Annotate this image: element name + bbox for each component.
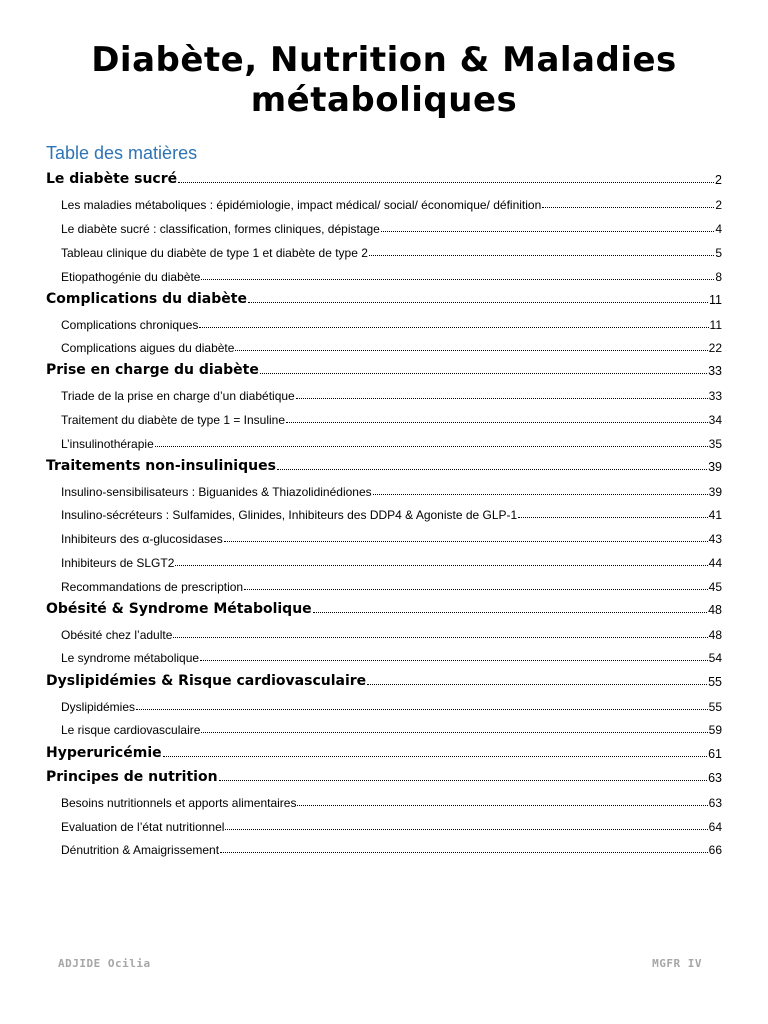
toc-subsection-entry[interactable] [61, 190, 722, 212]
toc-entry-title: Inhibiteurs des α-glucosidases [61, 532, 223, 546]
toc-page-number: 45 [708, 580, 722, 594]
toc-entry-title: Prise en charge du diabète [46, 362, 259, 378]
toc-page-number: 5 [715, 246, 722, 260]
toc-entry-title: Dyslipidémies [61, 700, 136, 714]
toc-page-number: 39 [708, 485, 722, 499]
toc-section-entry[interactable] [46, 667, 722, 689]
toc-entry-title: Complications chroniques [61, 318, 199, 332]
toc-page-number: 63 [708, 771, 722, 785]
toc-entry-title: Triade de la prise en charge d’un diabétique [61, 389, 295, 403]
toc-dot-leader [248, 302, 708, 303]
toc-section-entry[interactable] [46, 356, 722, 378]
toc-entry-title: Le diabète sucré [46, 171, 178, 187]
toc-page-number: 64 [708, 820, 722, 834]
toc-entry-title: Le risque cardiovasculaire [61, 723, 201, 737]
toc-section-entry[interactable] [46, 165, 722, 187]
toc-page-number: 43 [708, 532, 722, 546]
toc-section-entry[interactable] [46, 285, 722, 307]
toc-entry-title: Insulino-sensibilisateurs : Biguanides & Thiazolidinédiones [61, 485, 372, 499]
toc-entry-title: Le diabète sucré : classification, formes cliniques, dépistage [61, 222, 380, 236]
toc-entry-title: Complications aigues du diabète [61, 341, 235, 355]
toc-entry-title: Dénutrition & Amaigrissement [61, 843, 220, 857]
toc-dot-leader [136, 709, 708, 710]
toc-dot-leader [277, 469, 707, 470]
toc-entry-title: Obésité chez l’adulte [61, 628, 173, 642]
toc-page-number: 2 [715, 198, 722, 212]
toc-dot-leader [373, 494, 708, 495]
toc-dot-leader [173, 637, 707, 638]
toc-subsection-entry[interactable] [61, 812, 722, 834]
toc-dot-leader [367, 684, 707, 685]
toc-entry-title: Hyperuricémie [46, 745, 162, 761]
toc-page-number: 2 [715, 173, 722, 187]
toc-subsection-entry[interactable] [61, 692, 722, 714]
toc-dot-leader [369, 255, 714, 256]
toc-page-number: 48 [708, 603, 722, 617]
toc-entry-title: Traitements non-insuliniques [46, 458, 276, 474]
toc-subsection-entry[interactable] [61, 572, 722, 594]
toc-heading: Table des matières [46, 143, 198, 163]
toc-section-entry[interactable] [46, 763, 722, 785]
toc-subsection-entry[interactable] [61, 548, 722, 570]
toc-dot-leader [313, 612, 707, 613]
toc-page-number: 44 [708, 556, 722, 570]
toc-section-entry[interactable] [46, 739, 722, 761]
footer-course: MGFR IV [652, 957, 702, 970]
toc-subsection-entry[interactable] [61, 835, 722, 857]
toc-entry-title: Dyslipidémies & Risque cardiovasculaire [46, 673, 367, 689]
toc-entry-title: L’insulinothérapie [61, 437, 154, 451]
toc-page-number: 55 [708, 675, 722, 689]
toc-section-entry[interactable] [46, 452, 722, 474]
toc-page-number: 54 [708, 651, 722, 665]
toc-subsection-entry[interactable] [61, 310, 722, 332]
toc-dot-leader [178, 182, 714, 183]
toc-page-number: 11 [709, 293, 722, 307]
toc-dot-leader [225, 829, 707, 830]
toc-page-number: 63 [708, 796, 722, 810]
toc-subsection-entry[interactable] [61, 214, 722, 236]
toc-subsection-entry[interactable] [61, 238, 722, 260]
toc-dot-leader [220, 852, 708, 853]
toc-dot-leader [381, 231, 714, 232]
toc-entry-title: Les maladies métaboliques : épidémiologie, impact médical/ social/ économique/ définition [61, 198, 542, 212]
toc-page-number: 41 [708, 508, 722, 522]
toc-entry-title: Traitement du diabète de type 1 = Insuline [61, 413, 286, 427]
toc-page-number: 59 [708, 723, 722, 737]
toc-dot-leader [201, 732, 707, 733]
toc-entry-title: Complications du diabète [46, 291, 247, 307]
page-title-line-2: métaboliques [250, 80, 518, 120]
toc-dot-leader [200, 660, 708, 661]
toc-entry-title: Principes de nutrition [46, 769, 218, 785]
toc-page-number: 55 [708, 700, 722, 714]
toc-dot-leader [175, 565, 707, 566]
toc-subsection-entry[interactable] [61, 333, 722, 355]
toc-page-number: 35 [708, 437, 722, 451]
toc-entry-title: Recommandations de prescription [61, 580, 244, 594]
footer-author: ADJIDE Ocilia [58, 957, 151, 970]
toc-subsection-entry[interactable] [61, 788, 722, 810]
toc-dot-leader [199, 327, 708, 328]
toc-page-number: 22 [708, 341, 722, 355]
toc-dot-leader [201, 279, 714, 280]
toc-subsection-entry[interactable] [61, 620, 722, 642]
toc-entry-title: Evaluation de l’état nutritionnel [61, 820, 225, 834]
page-title-line-1: Diabète, Nutrition & Maladies [91, 40, 677, 80]
toc-page-number: 4 [715, 222, 722, 236]
toc-dot-leader [518, 517, 707, 518]
toc-dot-leader [219, 780, 708, 781]
toc-dot-leader [163, 756, 707, 757]
toc-subsection-entry[interactable] [61, 405, 722, 427]
toc-subsection-entry[interactable] [61, 715, 722, 737]
toc-page-number: 61 [708, 747, 722, 761]
toc-dot-leader [235, 350, 707, 351]
toc-entry-title: Inhibiteurs de SLGT2 [61, 556, 175, 570]
toc-page-number: 11 [709, 318, 722, 332]
toc-page-number: 33 [708, 364, 722, 378]
toc-entry-title: Insulino-sécréteurs : Sulfamides, Glinides, Inhibiteurs des DDP4 & Agoniste de GLP-1 [61, 508, 518, 522]
toc-entry-title: Obésité & Syndrome Métabolique [46, 601, 312, 617]
page-title [0, 40, 768, 120]
toc-page-number: 39 [708, 460, 722, 474]
toc-page-number: 8 [715, 270, 722, 284]
toc-dot-leader [542, 207, 714, 208]
toc-page-number: 66 [708, 843, 722, 857]
toc-subsection-entry[interactable] [61, 500, 722, 522]
toc-entry-title: Etiopathogénie du diabète [61, 270, 201, 284]
toc-subsection-entry[interactable] [61, 477, 722, 499]
toc-dot-leader [297, 805, 707, 806]
toc-entry-title: Le syndrome métabolique [61, 651, 200, 665]
toc-dot-leader [296, 398, 708, 399]
toc-subsection-entry[interactable] [61, 429, 722, 451]
toc-dot-leader [260, 373, 707, 374]
toc-page-number: 34 [708, 413, 722, 427]
toc-dot-leader [155, 446, 708, 447]
toc-page-number: 33 [708, 389, 722, 403]
toc-subsection-entry[interactable] [61, 643, 722, 665]
toc-dot-leader [244, 589, 708, 590]
toc-dot-leader [286, 422, 708, 423]
toc-subsection-entry[interactable] [61, 524, 722, 546]
toc-section-entry[interactable] [46, 595, 722, 617]
toc-entry-title: Besoins nutritionnels et apports alimentaires [61, 796, 297, 810]
toc-dot-leader [224, 541, 708, 542]
toc-entry-title: Tableau clinique du diabète de type 1 et diabète de type 2 [61, 246, 368, 260]
toc-page-number: 48 [708, 628, 722, 642]
toc-subsection-entry[interactable] [61, 262, 722, 284]
toc-subsection-entry[interactable] [61, 381, 722, 403]
